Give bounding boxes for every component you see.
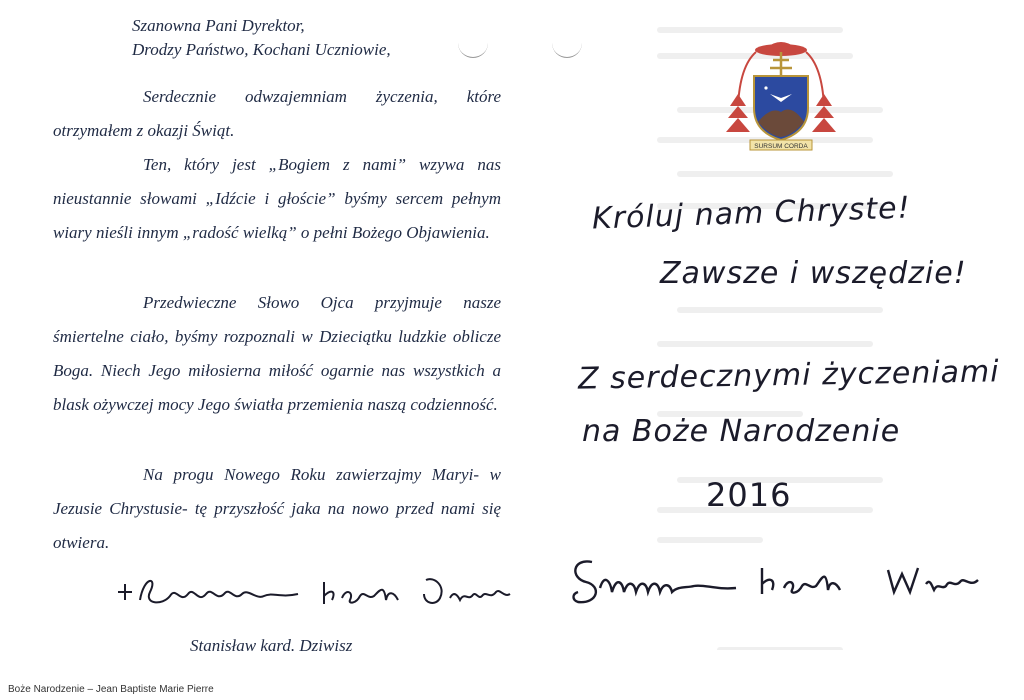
- greeting-line-1: Szanowna Pani Dyrektor,: [132, 16, 305, 35]
- paragraph-4: Na progu Nowego Roku zawierzajmy Maryi- w Jezusie Chrystusie- tę przyszłość jaka na nowo przed nami się otwiera.: [53, 465, 501, 552]
- handwritten-signature-left: [110, 570, 530, 620]
- handwritten-signature-right: [566, 548, 996, 618]
- greeting-line-2: Drodzy Państwo, Kochani Uczniowie,: [132, 40, 391, 59]
- signature-name: Stanisław kard. Dziwisz: [190, 636, 353, 655]
- handwritten-line-2: Zawsze i wszędzie!: [660, 256, 967, 291]
- paragraph-3: Przedwieczne Słowo Ojca przyjmuje nasze śmiertelne ciało, byśmy rozpoznali w Dzieciątku ludzkie oblicze Boga. Niech Jego miłosierna miłość ogarnie nas wszystkich a blask ożywczej mocy Jego światła przemienia naszą codzienność.: [53, 293, 501, 414]
- image-caption: Boże Narodzenie – Jean Baptiste Marie Pierre: [8, 684, 214, 695]
- typed-letter: [40, 8, 510, 668]
- handwritten-line-3: Z serdecznymi życzeniami: [577, 354, 1000, 397]
- handwritten-line-4: na Boże Narodzenie: [582, 414, 901, 449]
- paragraph-1: Serdecznie odwzajemniam życzenia, które otrzymałem z okazji Świąt.: [53, 87, 501, 140]
- handwritten-line-1: Króluj nam Chryste!: [591, 190, 912, 237]
- greeting: [40, 14, 510, 62]
- paragraph-2: Ten, który jest „Bogiem z nami” wzywa nas nieustannie słowami „Idźcie i głoście” byśmy sercem pełnym wiary nieśli innym „radość wielką” o pełni Bożego Objawienia.: [53, 155, 501, 242]
- coat-of-arms: [726, 36, 836, 154]
- punch-hole-right: [552, 28, 582, 58]
- crest-motto: SURSUM CORDA: [754, 143, 808, 150]
- handwritten-year: 2016: [706, 476, 792, 514]
- punch-hole-left: [458, 28, 488, 58]
